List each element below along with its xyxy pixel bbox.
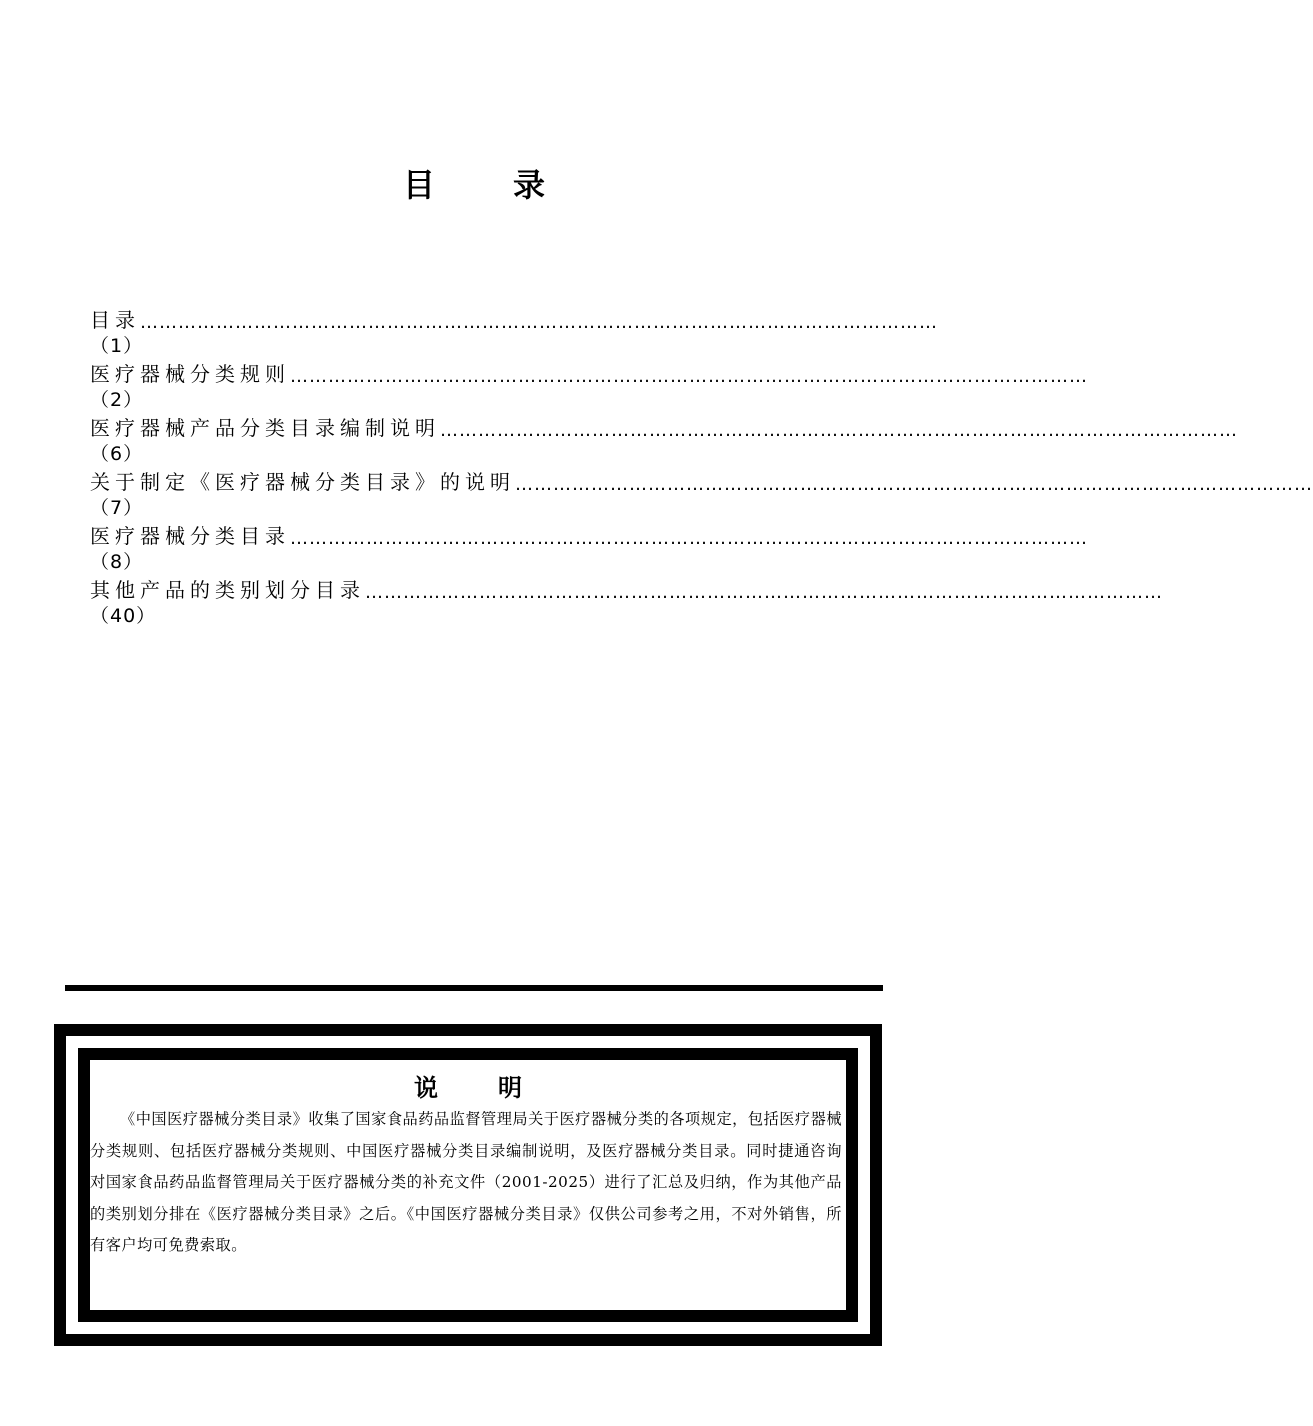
toc-entry[interactable] <box>90 467 1313 521</box>
page-title-char-1: 目 <box>402 166 437 204</box>
horizontal-divider <box>65 985 883 991</box>
toc-dot-leader: ……………………………………………………………………………………………………………… <box>290 528 1088 549</box>
toc-entry-label: 医疗器械产品分类目录编制说明 <box>90 416 440 440</box>
notice-title-char-1: 说 <box>414 1073 438 1102</box>
toc-entry[interactable] <box>90 359 1088 413</box>
toc-entry[interactable] <box>90 521 1088 575</box>
notice-content <box>90 1060 846 1310</box>
notice-body: 《中国医疗器械分类目录》收集了国家食品药品监督管理局关于医疗器械分类的各项规定，包括医疗器械分类规则、包括医疗器械分类规则、中国医疗器械分类目录编制说明，及医疗器械分类目录。同时捷通咨询对国家食品药品监督管理局关于医疗器械分类的补充文件（2001-2025）进行了汇总及归纳，作为其他产品的类别划分排在《医疗器械分类目录》之后。《中国医疗器械分类目录》仅供公司参考之用，不对外销售，所有客户均可免费索取。 <box>90 1110 842 1254</box>
toc-dot-leader: ……………………………………………………………………………………………………………… <box>365 582 1163 603</box>
toc-entry[interactable] <box>90 413 1238 467</box>
notice-box <box>54 1024 882 1346</box>
toc-entry-label: 目录 <box>90 308 140 332</box>
toc-dot-leader: ……………………………………………………………………………………………………………… <box>290 366 1088 387</box>
toc-entry-page: （1） <box>90 335 144 357</box>
toc-entry-page: （40） <box>90 605 157 627</box>
toc-entry-page: （8） <box>90 551 144 573</box>
page-title-char-2: 录 <box>513 166 548 204</box>
toc-entry[interactable] <box>90 575 1163 629</box>
toc-dot-leader: ……………………………………………………………………………………………………………… <box>515 474 1313 495</box>
toc-entry-label: 其他产品的类别划分目录 <box>90 578 365 602</box>
toc-entry[interactable] <box>90 305 938 359</box>
toc-entry-page: （2） <box>90 389 144 411</box>
toc-entry-label: 关于制定《医疗器械分类目录》的说明 <box>90 470 515 494</box>
toc-dot-leader: ……………………………………………………………………………………………………………… <box>140 312 938 333</box>
page-title <box>0 160 950 206</box>
toc-entry-label: 医疗器械分类规则 <box>90 362 290 386</box>
toc-entry-page: （6） <box>90 443 144 465</box>
table-of-contents <box>90 305 1313 629</box>
toc-dot-leader: ……………………………………………………………………………………………………………… <box>440 420 1238 441</box>
notice-title <box>90 1072 846 1104</box>
toc-entry-label: 医疗器械分类目录 <box>90 524 290 548</box>
toc-entry-page: （7） <box>90 497 144 519</box>
notice-title-char-2: 明 <box>498 1073 522 1102</box>
